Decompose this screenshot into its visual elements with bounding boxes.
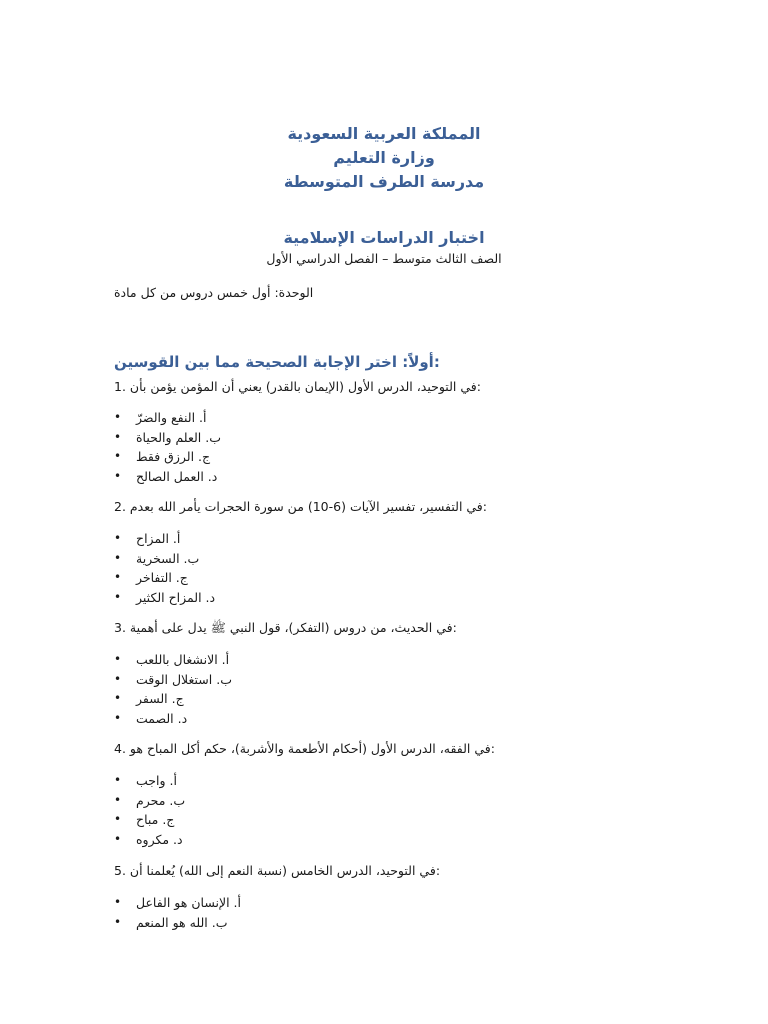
question-3-options bbox=[114, 650, 414, 728]
option-item bbox=[114, 830, 414, 850]
option-item bbox=[114, 549, 414, 569]
option-text: ب. السخرية bbox=[136, 550, 200, 566]
question-number: 1. bbox=[114, 379, 126, 394]
bullet-icon: • bbox=[114, 570, 122, 584]
option-item bbox=[114, 810, 414, 830]
option-item bbox=[114, 408, 414, 428]
question-4 bbox=[114, 741, 674, 756]
header-school: مدرسة الطرف المتوسطة bbox=[283, 172, 485, 191]
header-ministry: وزارة التعليم bbox=[333, 148, 435, 167]
bullet-icon: • bbox=[114, 589, 122, 604]
option-text: ب. الله هو المنعم bbox=[136, 914, 228, 930]
header-kingdom: المملكة العربية السعودية bbox=[287, 124, 481, 143]
option-text: أ. الانشغال باللعب bbox=[136, 652, 230, 667]
question-1 bbox=[114, 379, 674, 394]
bullet-icon: • bbox=[114, 550, 122, 565]
section-heading: أولاً: اختر الإجابة الصحيحة مما بين القوسين: bbox=[114, 353, 440, 371]
question-text: في التوحيد، الدرس الخامس (نسبة النعم إلى الله) يُعلمنا أن: bbox=[129, 863, 441, 878]
question-2-options bbox=[114, 529, 414, 607]
bullet-icon: • bbox=[114, 531, 122, 545]
option-text: ب. استغلال الوقت bbox=[136, 671, 232, 687]
bullet-icon: • bbox=[114, 895, 122, 909]
question-2 bbox=[114, 499, 674, 514]
option-text: ب. محرم bbox=[136, 792, 186, 808]
question-text: في الفقه، الدرس الأول (أحكام الأطعمة والأشربة)، حكم أكل المباح هو: bbox=[129, 741, 495, 756]
option-item bbox=[114, 428, 414, 448]
test-subtitle: الصف الثالث متوسط – الفصل الدراسي الأول bbox=[266, 251, 502, 266]
option-text: د. المزاح الكثير bbox=[136, 589, 216, 605]
option-text: أ. المزاح bbox=[136, 531, 181, 546]
unit-line: الوحدة: أول خمس دروس من كل مادة bbox=[114, 285, 314, 300]
question-text: في التفسير، تفسير الآيات (6-10) من سورة الحجرات يأمر الله بعدم: bbox=[129, 499, 488, 514]
bullet-icon: • bbox=[114, 671, 122, 686]
question-1-options bbox=[114, 408, 414, 486]
option-item bbox=[114, 467, 414, 487]
option-item bbox=[114, 913, 414, 933]
bullet-icon: • bbox=[114, 429, 122, 444]
option-item bbox=[114, 529, 414, 549]
option-item bbox=[114, 791, 414, 811]
bullet-icon: • bbox=[114, 691, 122, 705]
option-text: ج. الرزق فقط bbox=[136, 449, 211, 464]
question-text: في التوحيد، الدرس الأول (الإيمان بالقدر) يعني أن المؤمن يؤمن بأن: bbox=[129, 379, 481, 394]
option-item bbox=[114, 650, 414, 670]
option-item bbox=[114, 670, 414, 690]
option-text: د. الصمت bbox=[136, 710, 188, 726]
option-text: د. مكروه bbox=[136, 831, 183, 847]
bullet-icon: • bbox=[114, 773, 122, 787]
question-number: 2. bbox=[114, 499, 126, 514]
option-text: ج. التفاخر bbox=[136, 570, 188, 585]
option-text: د. العمل الصالح bbox=[136, 468, 218, 484]
option-text: ج. مباح bbox=[136, 812, 175, 827]
bullet-icon: • bbox=[114, 652, 122, 666]
option-item bbox=[114, 568, 414, 588]
test-title: اختبار الدراسات الإسلامية bbox=[283, 228, 485, 247]
bullet-icon: • bbox=[114, 914, 122, 929]
question-5-options bbox=[114, 893, 414, 932]
option-item bbox=[114, 447, 414, 467]
option-item bbox=[114, 689, 414, 709]
question-number: 5. bbox=[114, 863, 126, 878]
option-text: ج. السفر bbox=[136, 691, 184, 706]
question-number: 3. bbox=[114, 620, 126, 635]
option-text: أ. النفع والضرّ bbox=[136, 410, 207, 425]
bullet-icon: • bbox=[114, 831, 122, 846]
question-4-options bbox=[114, 771, 414, 849]
option-item bbox=[114, 709, 414, 729]
option-text: أ. الإنسان هو الفاعل bbox=[136, 895, 241, 910]
option-item bbox=[114, 893, 414, 913]
option-item bbox=[114, 771, 414, 791]
question-text: في الحديث، من دروس (التفكر)، قول النبي ﷺ يدل على أهمية: bbox=[129, 620, 457, 635]
bullet-icon: • bbox=[114, 449, 122, 463]
bullet-icon: • bbox=[114, 410, 122, 424]
option-text: ب. العلم والحياة bbox=[136, 429, 221, 445]
bullet-icon: • bbox=[114, 468, 122, 483]
header-block bbox=[0, 122, 768, 194]
question-number: 4. bbox=[114, 741, 126, 756]
bullet-icon: • bbox=[114, 792, 122, 807]
option-text: أ. واجب bbox=[136, 773, 177, 788]
option-item bbox=[114, 588, 414, 608]
bullet-icon: • bbox=[114, 812, 122, 826]
question-5 bbox=[114, 863, 674, 878]
question-3 bbox=[114, 620, 674, 639]
bullet-icon: • bbox=[114, 710, 122, 725]
